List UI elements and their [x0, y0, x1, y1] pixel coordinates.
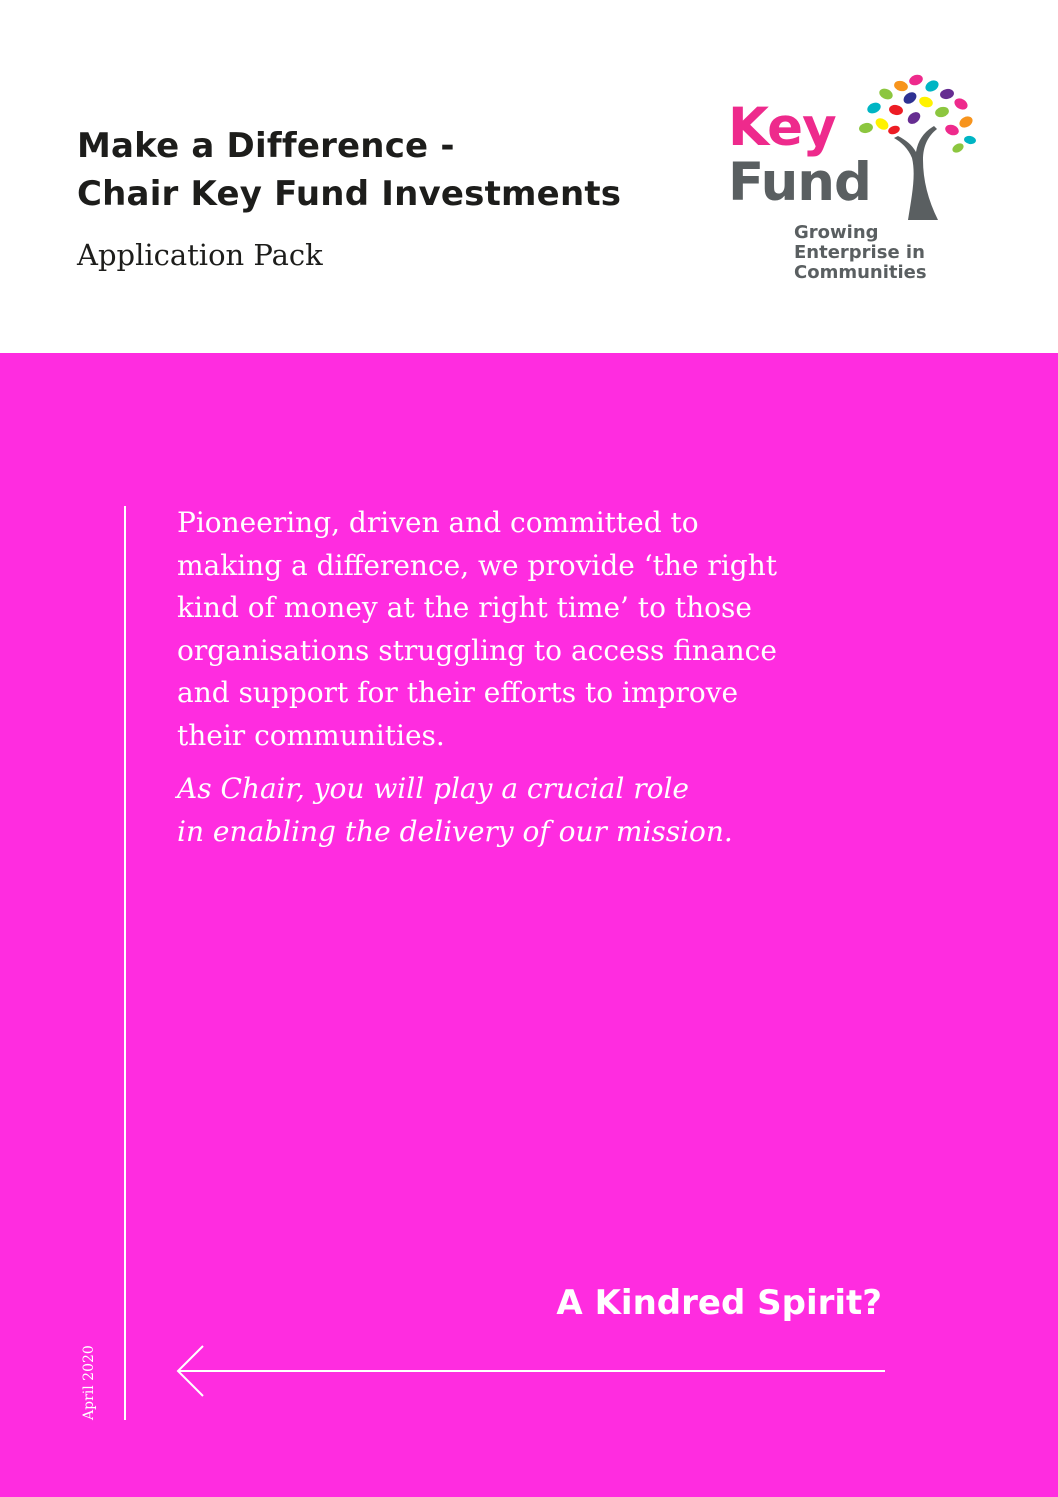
- intro-line-5: and support for their efforts to improve: [177, 676, 739, 709]
- title-line-1: Make a Difference -: [77, 126, 455, 166]
- vertical-divider: [124, 506, 126, 1420]
- tagline-line-2: Enterprise in: [794, 242, 925, 263]
- italic-line-1: As Chair, you will play a crucial role: [177, 772, 689, 805]
- arrow-left-icon[interactable]: [175, 1344, 887, 1398]
- page-title: [77, 122, 621, 218]
- cover-header: [0, 0, 1058, 353]
- italic-line-2: in enabling the delivery of our mission.: [177, 815, 733, 848]
- intro-line-3: kind of money at the right time’ to those: [177, 591, 752, 624]
- chair-role-statement: [177, 767, 733, 853]
- intro-line-6: their communities.: [177, 718, 445, 752]
- page-subtitle: Application Pack: [77, 238, 323, 272]
- logo-word-fund: Fund: [728, 152, 871, 213]
- logo-word-key: Key: [728, 97, 836, 158]
- issue-date: April 2020: [81, 1345, 97, 1420]
- intro-line-2: making a difference, we provide ‘the right: [177, 548, 777, 582]
- intro-line-4: organisations struggling to access finance: [177, 633, 777, 667]
- intro-line-1: Pioneering, driven and committed to: [177, 506, 699, 539]
- key-fund-logo: [726, 70, 986, 290]
- logo-tagline: [794, 223, 927, 283]
- closing-heading: A Kindred Spirit?: [556, 1283, 882, 1323]
- tagline-line-3: Communities: [794, 262, 927, 283]
- intro-paragraph: [177, 502, 877, 757]
- title-line-2: Chair Key Fund Investments: [77, 174, 622, 214]
- tagline-line-1: Growing: [794, 222, 879, 243]
